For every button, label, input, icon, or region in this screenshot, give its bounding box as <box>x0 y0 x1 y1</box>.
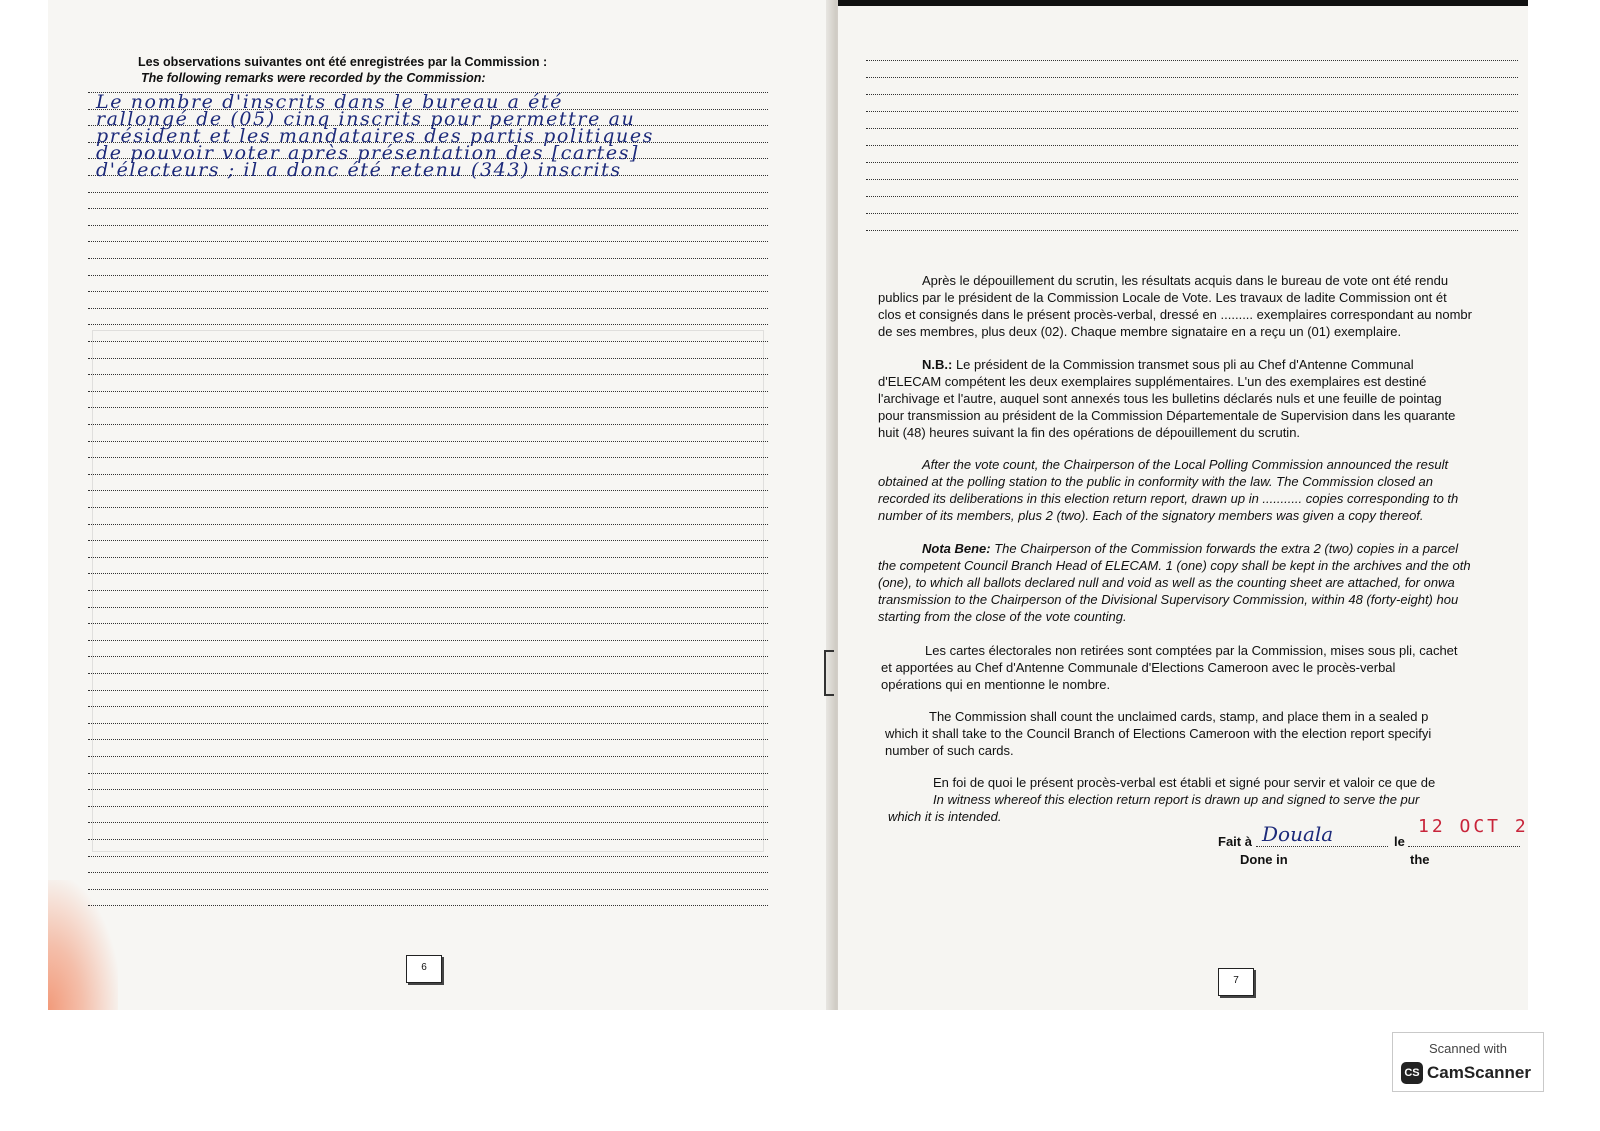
dotted-line <box>88 308 768 309</box>
witness-en: In witness whereof this election return report is drawn up and signed to serve the pur <box>933 792 1420 807</box>
handwritten-line: Le nombre d'inscrits dans le bureau a été <box>96 91 564 113</box>
dotted-line <box>88 822 768 823</box>
page-number-left: 6 <box>406 955 442 983</box>
dotted-line <box>866 94 1518 95</box>
dotted-line <box>866 230 1518 231</box>
handwritten-line: président et les mandataires des partis politiques <box>96 125 655 147</box>
results-paragraph-en: After the vote count, the Chairperson of the Local Polling Commission announced the result obtained at the polling station to the public in conformity with the law. The Commission closed an recorded its deliberations in this election return report, drawn up in ........... copies corresponding to th number of its members, plus 2 (two). Each of the signatory members was given a copy thereof. <box>878 457 1459 523</box>
dotted-line <box>88 341 768 342</box>
dotted-line <box>88 474 768 475</box>
dotted-line <box>866 162 1518 163</box>
cards-paragraph-fr: Les cartes électorales non retirées sont comptées par la Commission, mises sous pli, cachet et apportées au Chef d'Antenne Communale d'Elections Cameroon avec le procès-verbal opérations qui en mentionne le nombre. <box>881 643 1458 692</box>
handwritten-line: rallongé de (05) cinq inscrits pour permettre au <box>96 108 636 130</box>
dotted-lines-right <box>866 60 1518 240</box>
dotted-line <box>88 573 768 574</box>
dotted-line <box>88 856 768 857</box>
dotted-line <box>866 128 1518 129</box>
handwritten-remarks <box>96 91 776 181</box>
camscanner-name: CamScanner <box>1427 1063 1531 1082</box>
page-number-right: 7 <box>1218 968 1254 996</box>
dotted-line <box>88 590 768 591</box>
dotted-line <box>88 225 768 226</box>
fait-a-label: Fait à <box>1218 834 1252 849</box>
camscanner-logo-icon: CS <box>1401 1062 1423 1084</box>
dotted-line <box>866 60 1518 61</box>
dotted-lines-left <box>88 92 768 912</box>
cards-paragraph-en: The Commission shall count the unclaimed cards, stamp, and place them in a sealed p which it shall take to the Council Branch of Elections Cameroon with the election report specifyi number of such cards. <box>885 709 1432 758</box>
remarks-heading-en: The following remarks were recorded by the Commission: <box>141 71 486 85</box>
dotted-line <box>88 407 768 408</box>
dotted-line <box>88 490 768 491</box>
dotted-line <box>88 524 768 525</box>
dotted-line <box>88 789 768 790</box>
dotted-line <box>88 640 768 641</box>
dotted-line <box>88 557 768 558</box>
nota-bene-label: Nota Bene: <box>922 541 991 556</box>
dotted-line <box>88 806 768 807</box>
dotted-line <box>88 291 768 292</box>
dotted-line <box>88 839 768 840</box>
dotted-line <box>88 690 768 691</box>
dotted-line <box>88 457 768 458</box>
done-in-label: Done in <box>1240 852 1288 867</box>
fait-place-line <box>1256 846 1388 847</box>
dotted-line <box>866 213 1518 214</box>
dotted-line <box>88 391 768 392</box>
dotted-line <box>88 358 768 359</box>
dotted-line <box>866 77 1518 78</box>
results-paragraph-fr: Après le dépouillement du scrutin, les résultats acquis dans le bureau de vote ont été rendu publics par le président de la Commission Locale de Vote. Les travaux de ladite Commission ont ét clos et consignés dans le présent procès-verbal, dressé en ......... exemplaires correspondant au nombr de ses membres, plus deux (02). Chaque membre signataire en a reçu un (01) exemplaire. <box>878 273 1472 339</box>
dotted-line <box>866 111 1518 112</box>
dotted-line <box>88 540 768 541</box>
dotted-line <box>88 905 768 906</box>
witness-fr: En foi de quoi le présent procès-verbal est établi et signé pour servir et valoir ce que de <box>933 775 1436 790</box>
dotted-line <box>88 756 768 757</box>
dotted-line <box>88 739 768 740</box>
witness-en-cont: which it is intended. <box>888 809 1002 824</box>
fait-date-line <box>1408 846 1520 847</box>
dotted-line <box>88 623 768 624</box>
dotted-line <box>88 723 768 724</box>
dotted-line <box>88 706 768 707</box>
remarks-heading-fr: Les observations suivantes ont été enregistrées par la Commission : <box>138 55 548 69</box>
dotted-line <box>88 507 768 508</box>
dotted-line <box>88 441 768 442</box>
nota-bene-paragraph-en: Nota Bene: The Chairperson of the Commission forwards the extra 2 (two) copies in a parcel the competent Council Branch Head of ELECAM. 1 (one) copy shall be kept in the archives and the oth (one), to which all ballots declared null and void as well as the counting sheet are attached, for onwa transmission to the Chairperson of the Divisional Supervisory Commission, within 48 (forty-eight) hou starting from the close of the vote counting. <box>878 541 1471 624</box>
dotted-line <box>88 607 768 608</box>
the-label: the <box>1410 852 1430 867</box>
scanned-with-text: Scanned with <box>1428 1041 1508 1056</box>
nb-label: N.B.: <box>922 357 953 372</box>
dotted-line <box>88 673 768 674</box>
handwritten-line: d'électeurs ; il a donc été retenu (343) inscrits <box>96 159 622 181</box>
dotted-line <box>88 192 768 193</box>
fait-le-label: le <box>1394 834 1405 849</box>
handwritten-place: Douala <box>1262 822 1334 846</box>
dotted-line <box>88 656 768 657</box>
dotted-line <box>88 208 768 209</box>
dotted-line <box>88 773 768 774</box>
dotted-line <box>88 872 768 873</box>
dotted-line <box>866 196 1518 197</box>
dotted-line <box>88 258 768 259</box>
dotted-line <box>88 241 768 242</box>
scan-edge-shadow <box>838 0 1528 6</box>
dotted-line <box>88 889 768 890</box>
dotted-line <box>88 424 768 425</box>
dotted-line <box>866 145 1518 146</box>
dotted-line <box>866 179 1518 180</box>
date-stamp: 12 OCT 2 <box>1418 816 1529 837</box>
nb-paragraph-fr: N.B.: Le président de la Commission transmet sous pli au Chef d'Antenne Communal d'ELECAM compétent les deux exemplaires supplémentaires. L'un des exemplaires est destiné l'archivage et l'autre, auquel sont annexés tous les bulletins déclarés nuls et une feuille de pointag pour transmission au président de la Commission Départementale de Supervision dans les quarante huit (48) heures suivant la fin des opérations de dépouillement du scrutin. <box>878 357 1456 440</box>
dotted-line <box>88 275 768 276</box>
dotted-line <box>88 324 768 325</box>
margin-bracket-mark <box>824 650 834 696</box>
dotted-line <box>88 374 768 375</box>
handwritten-line: de pouvoir voter après présentation des [cartes] <box>96 142 640 164</box>
camscanner-watermark <box>1392 1032 1544 1092</box>
